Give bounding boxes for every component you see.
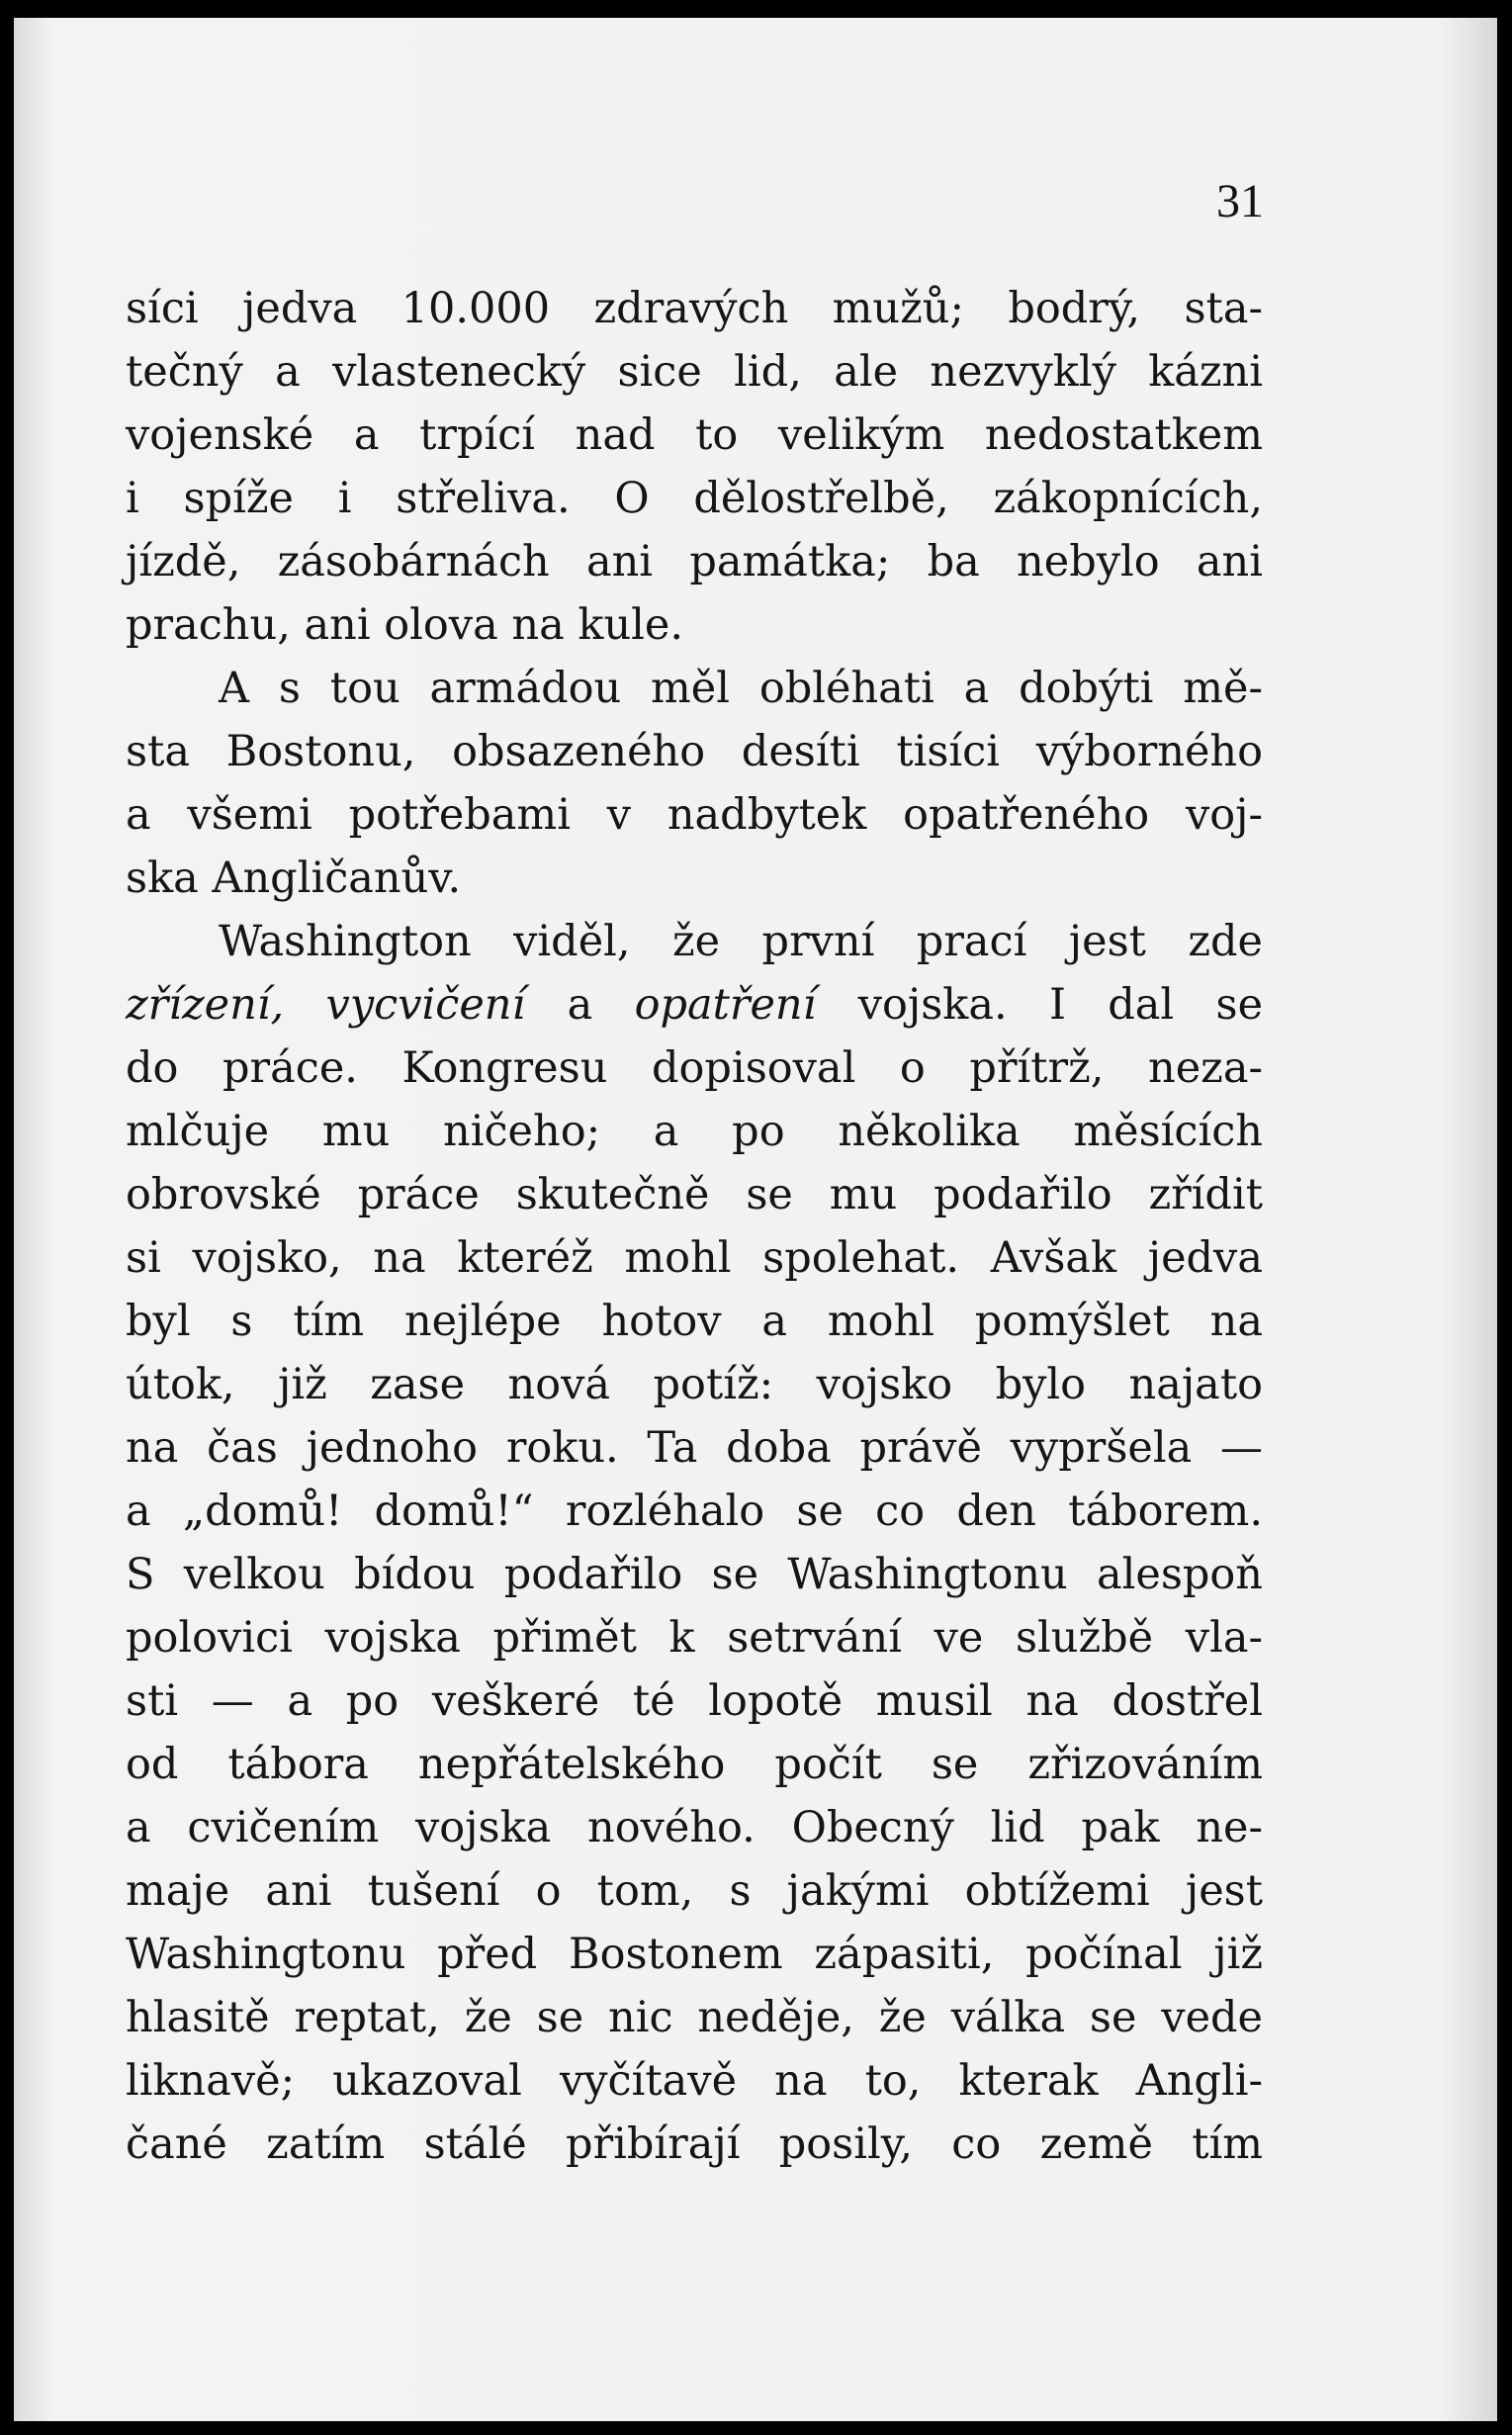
italic-word: opatření (634, 980, 817, 1030)
text-line: hlasitě reptat, že se nic neděje, že válka se vede (126, 1993, 1263, 2042)
text-line: do práce. Kongresu dopisoval o přítrž, neza- (126, 1043, 1263, 1093)
text-line: jízdě, zásobárnách ani památka; ba nebylo ani (126, 537, 1263, 586)
text-line: byl s tím nejlépe hotov a mohl pomýšlet na (126, 1297, 1263, 1346)
text-line: síci jedva 10.000 zdravých mužů; bodrý, sta- (126, 284, 1263, 333)
body-text (126, 277, 1263, 2176)
text-line: sta Bostonu, obsazeného desíti tisíci výborného (126, 727, 1263, 776)
book-page (14, 18, 1497, 2421)
text-line: ska Angličanův. (126, 854, 462, 903)
text-line: i spíže i střeliva. O dělostřelbě, zákopnících, (126, 474, 1263, 523)
line-rest: vojska. I dal se (857, 980, 1264, 1030)
text-line: a „domů! domů!“ rozléhalo se co den táborem. (126, 1487, 1263, 1536)
text-line: a cvičením vojska nového. Obecný lid pak ne- (126, 1803, 1263, 1852)
text-line: maje ani tušení o tom, s jakými obtížemi jest (126, 1866, 1263, 1916)
italic-word: zřízení, (126, 980, 285, 1030)
text-line: prachu, ani olova na kule. (126, 600, 684, 650)
text-line-with-italics (126, 973, 1263, 1037)
text-line: polovici vojska přimět k setrvání ve službě vla- (126, 1613, 1263, 1663)
text-line: čané zatím stálé přibírají posily, co země tím (126, 2119, 1263, 2169)
text-line: na čas jednoho roku. Ta doba právě vypršela — (126, 1423, 1263, 1473)
text-line: a všemi potřebami v nadbytek opatřeného voj- (126, 790, 1263, 840)
text-line: Washingtonu před Bostonem zápasiti, počínal již (126, 1930, 1263, 1979)
text-line: od tábora nepřátelského počít se zřizováním (126, 1740, 1263, 1789)
text-line: tečný a vlastenecký sice lid, ale nezvyklý kázni (126, 347, 1263, 397)
page-number: 31 (1216, 175, 1264, 227)
text-line: A s tou armádou měl obléhati a dobýti mě- (219, 664, 1263, 713)
conjunction: a (567, 980, 593, 1030)
text-line: mlčuje mu ničeho; a po několika měsících (126, 1107, 1263, 1156)
text-line: S velkou bídou podařilo se Washingtonu alespoň (126, 1550, 1263, 1599)
text-line: liknavě; ukazoval vyčítavě na to, kterak Angli- (126, 2056, 1263, 2106)
text-line: si vojsko, na kteréž mohl spolehat. Avšak jedva (126, 1233, 1263, 1283)
text-line: sti — a po veškeré té lopotě musil na dostřel (126, 1676, 1263, 1726)
text-line: Washington viděl, že první prací jest zde (219, 917, 1263, 966)
text-line: útok, již zase nová potíž: vojsko bylo najato (126, 1360, 1263, 1409)
italic-word: vycvičení (325, 980, 526, 1030)
text-line: obrovské práce skutečně se mu podařilo zřídit (126, 1170, 1263, 1219)
text-line: vojenské a trpící nad to velikým nedostatkem (126, 410, 1263, 460)
